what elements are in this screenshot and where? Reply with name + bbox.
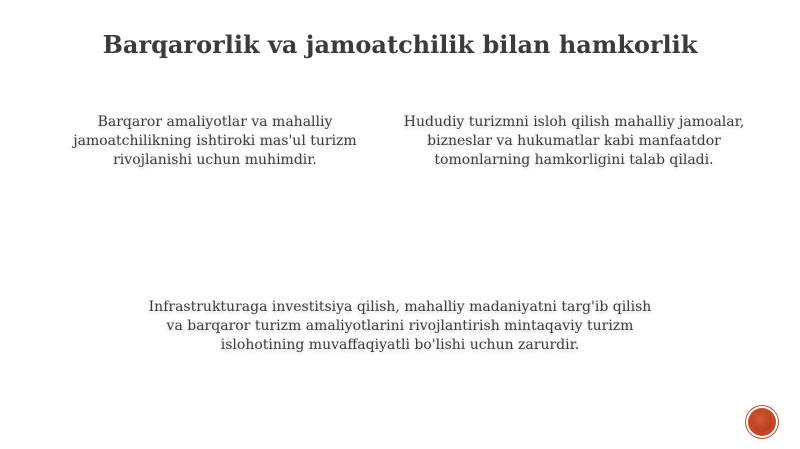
next-slide-circle-icon [752, 412, 772, 432]
paragraph-left: Barqaror amaliyotlar va mahalliy jamoatchilikning ishtiroki mas'ul turizm rivojlanishi uchun muhimdir. [73, 114, 357, 168]
next-slide-button[interactable] [748, 408, 776, 436]
slide-title: Barqarorlik va jamoatchilik bilan hamkorlik [102, 30, 698, 59]
paragraph-bottom: Infrastrukturaga investitsiya qilish, mahalliy madaniyatni targ'ib qilish va barqaror turizm amaliyotlarini rivojlantirish mintaqaviy turizm islohotining muvaffaqiyatli bo'lishi uchun zarurdir. [148, 299, 652, 353]
paragraph-right: Hududiy turizmni isloh qilish mahalliy jamoalar, bizneslar va hukumatlar kabi manfaatdor tomonlarning hamkorligini talab qiladi. [403, 114, 745, 168]
